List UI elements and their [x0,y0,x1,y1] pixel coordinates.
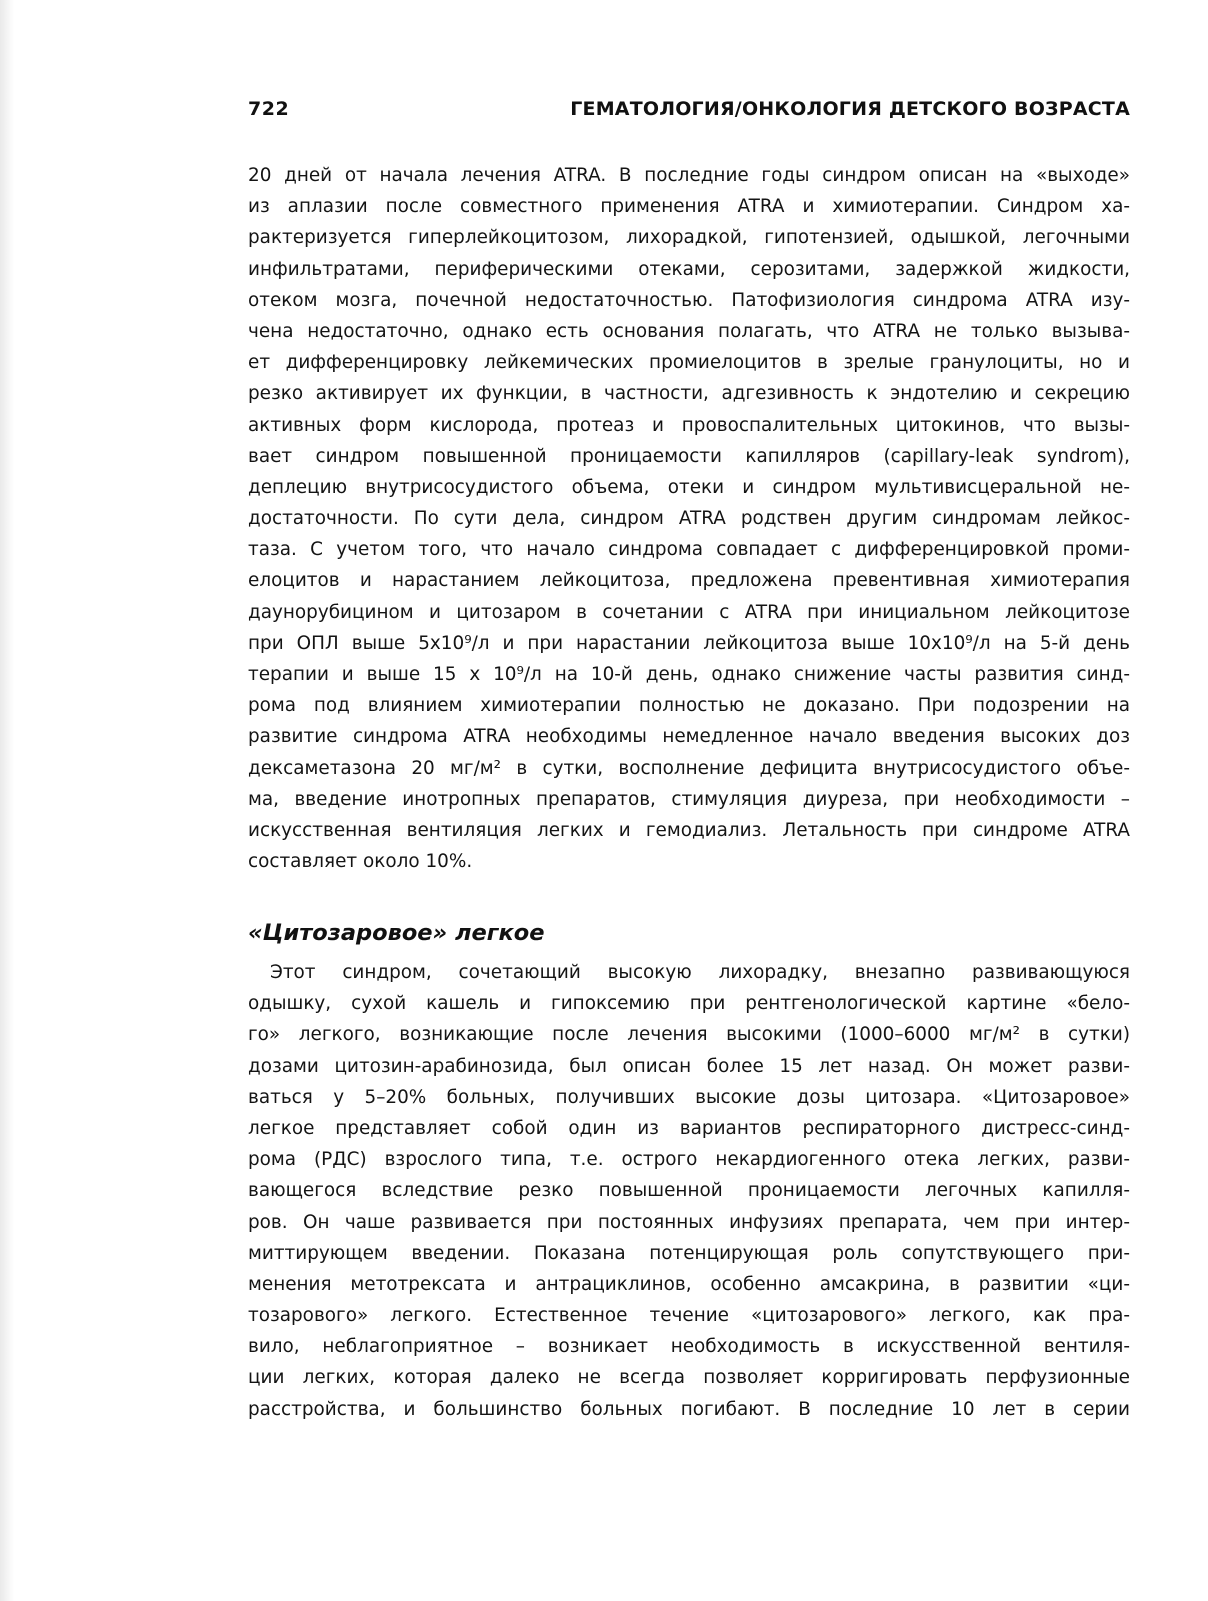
text-line: дозами цитозин-арабинозида, был описан более 15 лет назад. Он может разви- [248,1055,1130,1077]
text-line: достаточности. По сути дела, синдром ATRA родствен другим синдромам лейкос- [248,508,1130,530]
text-line: при ОПЛ выше 5x10⁹/л и при нарастании лейкоцитоза выше 10x10⁹/л на 5-й день [248,632,1130,654]
text-line: одышку, сухой кашель и гипоксемию при рентгенологической картине «бело- [248,993,1130,1015]
text-line: чена недостаточно, однако есть основания полагать, что ATRA не только вызыва- [248,320,1130,342]
text-line: резко активирует их функции, в частности, адгезивность к эндотелию и секрецию [248,383,1130,405]
page-number: 722 [248,98,290,120]
text-line: терапии и выше 15 x 10⁹/л на 10-й день, однако снижение часты развития синд- [248,664,1130,685]
text-line: дексаметазона 20 мг/м² в сутки, восполнение дефицита внутрисосудистого объе- [248,757,1130,779]
running-title: ГЕМАТОЛОГИЯ/ОНКОЛОГИЯ ДЕТСКОГО ВОЗРАСТА [570,98,1130,120]
text-line: рома (РДС) взрослого типа, т.е. острого некардиогенного отека легких, разви- [248,1149,1130,1171]
text-line: вило, неблагоприятное – возникает необходимость в искусственной вентиля- [248,1336,1130,1358]
text-line: расстройства, и большинство больных погибают. В последние 10 лет в серии [248,1398,1130,1420]
text-line: даунорубицином и цитозаром в сочетании с ATRA при инициальном лейкоцитозе [248,601,1130,623]
text-line: легкое представляет собой один из вариантов респираторного дистресс-синд- [248,1117,1130,1139]
text-line: рома под влиянием химиотерапии полностью не доказано. При подозрении на [248,695,1130,717]
text-line: ции легких, которая далеко не всегда позволяет корригировать перфузионные [248,1367,1130,1389]
text-line: Этот синдром, сочетающий высокую лихорадку, внезапно развивающуюся [270,962,1130,983]
text-line: 20 дней от начала лечения ATRA. В последние годы синдром описан на «выходе» [248,165,1130,186]
text-line: ров. Он чаше развивается при постоянных инфузиях препарата, чем при интер- [248,1211,1130,1233]
text-line: ет дифференцировку лейкемических промиелоцитов в зрелые гранулоциты, но и [248,352,1130,374]
section-heading: «Цитозаровое» легкое [248,920,545,946]
paragraph-atra-syndrome [248,160,1130,877]
text-line: елоцитов и нарастанием лейкоцитоза, предложена превентивная химиотерапия [248,570,1130,592]
text-line: деплецию внутрисосудистого объема, отеки и синдром мультивисцеральной не- [248,476,1130,498]
text-line: искусственная вентиляция легких и гемодиализ. Летальность при синдроме ATRA [248,819,1130,841]
page-scan-edge [0,0,14,1601]
text-line: таза. С учетом того, что начало синдрома совпадает с дифференцировкой проми- [248,539,1130,561]
paragraph-cytosar-lung [248,957,1130,1425]
text-line: вает синдром повышенной проницаемости капилляров (capillary-leak syndrom), [248,445,1130,467]
text-line: го» легкого, возникающие после лечения высокими (1000–6000 мг/м² в сутки) [248,1024,1130,1046]
text-line: развитие синдрома ATRA необходимы немедленное начало введения высоких доз [248,726,1130,748]
text-line: рактеризуется гиперлейкоцитозом, лихорадкой, гипотензией, одышкой, легочными [248,227,1130,249]
text-line: из аплазии после совместного применения ATRA и химиотерапии. Синдром ха- [248,196,1130,218]
text-line: миттирующем введении. Показана потенцирующая роль сопутствующего при- [248,1242,1130,1264]
page-header [248,98,1130,130]
text-line: составляет около 10%. [248,851,473,873]
text-line: ма, введение инотропных препаратов, стимуляция диуреза, при необходимости – [248,788,1130,810]
text-line: активных форм кислорода, протеаз и провоспалительных цитокинов, что вызы- [248,414,1130,436]
text-line: ваться у 5–20% больных, получивших высокие дозы цитозара. «Цитозаровое» [248,1086,1130,1108]
text-line: отеком мозга, почечной недостаточностью. Патофизиология синдрома ATRA изу- [248,289,1130,311]
text-line: инфильтратами, периферическими отеками, серозитами, задержкой жидкости, [248,258,1130,280]
text-line: вающегося вследствие резко повышенной проницаемости легочных капилля- [248,1180,1130,1202]
text-line: тозарового» легкого. Естественное течение «цитозарового» легкого, как пра- [248,1305,1130,1327]
text-line: менения метотрексата и антрациклинов, особенно амсакрина, в развитии «ци- [248,1273,1130,1295]
